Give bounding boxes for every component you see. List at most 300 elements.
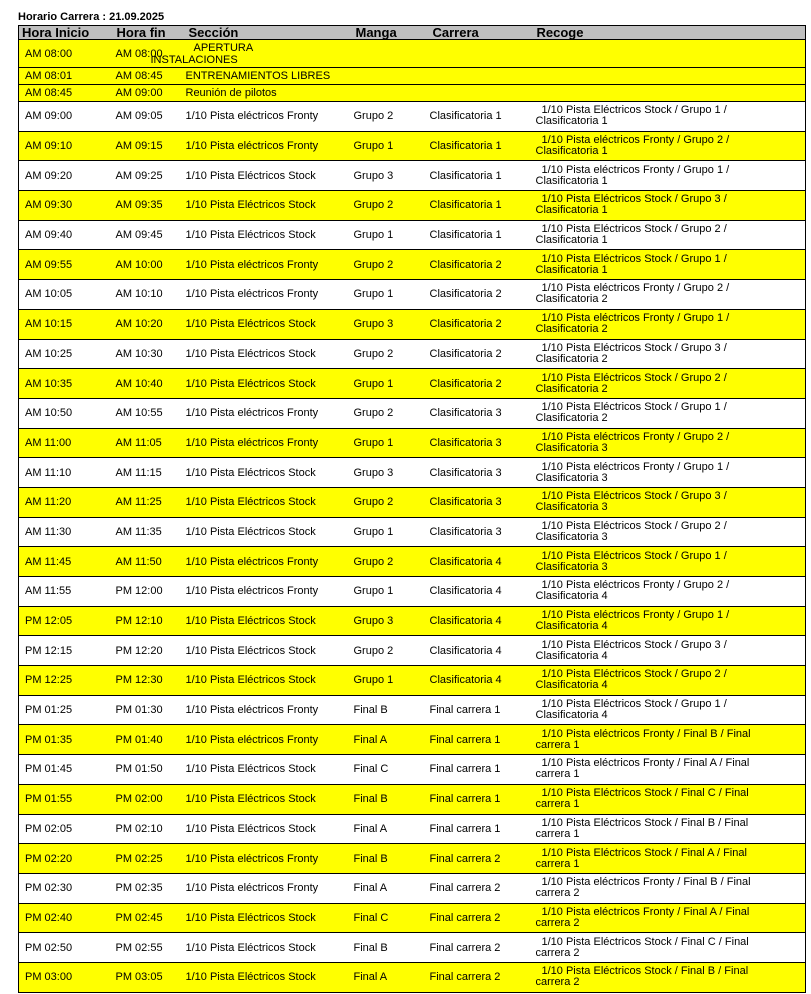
table-row	[19, 606, 806, 636]
cell-seccion: 1/10 Pista eléctricos Fronty	[186, 398, 353, 428]
table-row	[19, 428, 806, 458]
cell-recoge	[534, 40, 806, 68]
cell-hora-fin: PM 01:50	[114, 755, 186, 785]
cell-recoge	[534, 873, 806, 903]
cell-hora-fin: PM 02:10	[114, 814, 186, 844]
recoge-line-2: carrera 1	[535, 798, 580, 811]
cell-manga: Final C	[353, 903, 430, 933]
cell-carrera: Clasificatoria 4	[430, 547, 534, 577]
recoge-line-1: 1/10 Pista Eléctricos Stock / Final C / Final	[541, 787, 749, 800]
cell-carrera: Clasificatoria 4	[430, 606, 534, 636]
cell-manga: Grupo 3	[353, 309, 430, 339]
table-row	[19, 844, 806, 874]
cell-carrera: Clasificatoria 3	[430, 517, 534, 547]
cell-hora-fin: AM 09:15	[114, 131, 186, 161]
cell-recoge	[534, 102, 806, 132]
cell-carrera: Clasificatoria 3	[430, 487, 534, 517]
cell-seccion: 1/10 Pista Eléctricos Stock	[186, 903, 353, 933]
cell-carrera: Clasificatoria 1	[430, 102, 534, 132]
cell-manga: Grupo 2	[353, 636, 430, 666]
cell-hora-fin: PM 12:30	[114, 666, 186, 696]
table-row	[19, 40, 806, 68]
cell-hora-inicio: PM 01:55	[19, 784, 114, 814]
recoge-line-2: Clasificatoria 4	[535, 679, 608, 692]
seccion-line-1: APERTURA	[193, 41, 254, 54]
table-row	[19, 131, 806, 161]
cell-carrera: Final carrera 1	[430, 695, 534, 725]
cell-manga	[353, 85, 430, 102]
recoge-line-1: 1/10 Pista Eléctricos Stock / Final B / Final	[541, 816, 749, 829]
recoge-line-2: Clasificatoria 1	[535, 234, 608, 247]
cell-hora-fin: AM 09:05	[114, 102, 186, 132]
cell-carrera: Clasificatoria 2	[430, 250, 534, 280]
cell-hora-inicio: AM 09:20	[19, 161, 114, 191]
recoge-line-2: carrera 2	[535, 946, 580, 959]
cell-manga: Grupo 1	[353, 428, 430, 458]
cell-seccion: 1/10 Pista Eléctricos Stock	[186, 666, 353, 696]
cell-recoge	[534, 68, 806, 85]
cell-hora-inicio: AM 11:45	[19, 547, 114, 577]
cell-hora-fin: PM 02:00	[114, 784, 186, 814]
column-header-seccion: Sección	[186, 26, 353, 40]
table-row	[19, 547, 806, 577]
recoge-line-2: Clasificatoria 4	[535, 649, 608, 662]
recoge-line-2: Clasificatoria 3	[535, 530, 608, 543]
recoge-line-1: 1/10 Pista Eléctricos Stock / Grupo 1 /	[541, 401, 727, 414]
cell-hora-inicio: AM 08:01	[19, 68, 114, 85]
cell-seccion: 1/10 Pista Eléctricos Stock	[186, 814, 353, 844]
cell-manga: Grupo 1	[353, 131, 430, 161]
cell-recoge	[534, 577, 806, 607]
cell-hora-fin: AM 10:30	[114, 339, 186, 369]
cell-manga: Grupo 2	[353, 339, 430, 369]
table-row	[19, 755, 806, 785]
cell-carrera: Clasificatoria 4	[430, 636, 534, 666]
cell-seccion: 1/10 Pista Eléctricos Stock	[186, 487, 353, 517]
cell-hora-fin: AM 10:00	[114, 250, 186, 280]
column-header-hora-fin: Hora fin	[114, 26, 186, 40]
recoge-line-1: 1/10 Pista Eléctricos Stock / Grupo 2 /	[541, 519, 727, 532]
cell-manga	[353, 68, 430, 85]
cell-seccion: 1/10 Pista Eléctricos Stock	[186, 606, 353, 636]
cell-recoge	[534, 814, 806, 844]
cell-recoge	[534, 636, 806, 666]
cell-carrera: Clasificatoria 2	[430, 339, 534, 369]
table-row	[19, 398, 806, 428]
cell-hora-fin: AM 10:55	[114, 398, 186, 428]
recoge-line-1: 1/10 Pista Eléctricos Stock / Grupo 1 /	[541, 104, 727, 117]
cell-manga: Final C	[353, 755, 430, 785]
cell-hora-inicio: PM 12:05	[19, 606, 114, 636]
recoge-line-1: 1/10 Pista eléctricos Fronty / Grupo 1 /	[541, 312, 730, 325]
cell-recoge	[534, 398, 806, 428]
table-row	[19, 636, 806, 666]
cell-seccion: 1/10 Pista Eléctricos Stock	[186, 933, 353, 963]
table-row	[19, 903, 806, 933]
cell-manga: Grupo 1	[353, 369, 430, 399]
cell-manga: Grupo 2	[353, 250, 430, 280]
cell-manga: Final B	[353, 933, 430, 963]
recoge-line-1: 1/10 Pista Eléctricos Stock / Grupo 2 /	[541, 223, 727, 236]
cell-hora-inicio: AM 11:55	[19, 577, 114, 607]
cell-hora-inicio: PM 01:35	[19, 725, 114, 755]
recoge-line-2: Clasificatoria 3	[535, 560, 608, 573]
cell-recoge	[534, 280, 806, 310]
cell-seccion: 1/10 Pista Eléctricos Stock	[186, 220, 353, 250]
recoge-line-1: 1/10 Pista eléctricos Fronty / Final B / Final	[541, 727, 751, 740]
cell-manga: Grupo 3	[353, 606, 430, 636]
cell-seccion: 1/10 Pista Eléctricos Stock	[186, 517, 353, 547]
cell-hora-fin: AM 11:35	[114, 517, 186, 547]
recoge-line-2: carrera 1	[535, 857, 580, 870]
recoge-line-1: 1/10 Pista eléctricos Fronty / Final A / Final	[541, 757, 750, 770]
cell-carrera: Final carrera 2	[430, 873, 534, 903]
cell-seccion: 1/10 Pista Eléctricos Stock	[186, 962, 353, 992]
cell-hora-inicio: AM 10:35	[19, 369, 114, 399]
recoge-line-1: 1/10 Pista eléctricos Fronty / Grupo 2 /	[541, 282, 730, 295]
cell-recoge	[534, 903, 806, 933]
cell-seccion: 1/10 Pista Eléctricos Stock	[186, 369, 353, 399]
cell-carrera: Final carrera 2	[430, 962, 534, 992]
cell-hora-fin: AM 10:40	[114, 369, 186, 399]
cell-hora-fin: AM 11:05	[114, 428, 186, 458]
cell-seccion: 1/10 Pista eléctricos Fronty	[186, 844, 353, 874]
cell-hora-inicio: AM 11:10	[19, 458, 114, 488]
cell-hora-fin: PM 02:45	[114, 903, 186, 933]
cell-seccion: 1/10 Pista eléctricos Fronty	[186, 250, 353, 280]
cell-carrera: Clasificatoria 2	[430, 369, 534, 399]
cell-hora-inicio: AM 08:00	[19, 40, 114, 68]
recoge-line-2: carrera 2	[535, 887, 580, 900]
cell-recoge	[534, 250, 806, 280]
table-row	[19, 161, 806, 191]
cell-seccion: 1/10 Pista eléctricos Fronty	[186, 547, 353, 577]
cell-seccion: 1/10 Pista eléctricos Fronty	[186, 577, 353, 607]
recoge-line-1: 1/10 Pista Eléctricos Stock / Grupo 3 /	[541, 193, 727, 206]
table-row	[19, 102, 806, 132]
column-header-carrera: Carrera	[430, 26, 534, 40]
cell-manga: Final A	[353, 725, 430, 755]
table-row	[19, 784, 806, 814]
cell-seccion: Reunión de pilotos	[186, 85, 353, 102]
cell-manga: Grupo 1	[353, 577, 430, 607]
table-row	[19, 873, 806, 903]
cell-recoge	[534, 85, 806, 102]
cell-hora-fin: PM 12:00	[114, 577, 186, 607]
recoge-line-1: 1/10 Pista Eléctricos Stock / Final C / Final	[541, 935, 749, 948]
cell-carrera: Final carrera 1	[430, 725, 534, 755]
cell-hora-fin: PM 03:05	[114, 962, 186, 992]
recoge-line-1: 1/10 Pista eléctricos Fronty / Grupo 1 /	[541, 609, 730, 622]
cell-hora-inicio: AM 11:20	[19, 487, 114, 517]
cell-carrera: Final carrera 1	[430, 814, 534, 844]
cell-carrera	[430, 85, 534, 102]
cell-carrera: Clasificatoria 3	[430, 458, 534, 488]
cell-carrera: Final carrera 2	[430, 844, 534, 874]
cell-carrera: Clasificatoria 1	[430, 131, 534, 161]
recoge-line-2: Clasificatoria 1	[535, 263, 608, 276]
cell-seccion: 1/10 Pista eléctricos Fronty	[186, 102, 353, 132]
table-row	[19, 280, 806, 310]
recoge-line-1: 1/10 Pista eléctricos Fronty / Grupo 2 /	[541, 579, 730, 592]
recoge-line-1: 1/10 Pista eléctricos Fronty / Final A / Final	[541, 905, 750, 918]
recoge-line-1: 1/10 Pista eléctricos Fronty / Grupo 1 /	[541, 163, 730, 176]
cell-hora-inicio: PM 02:50	[19, 933, 114, 963]
recoge-line-2: Clasificatoria 1	[535, 204, 608, 217]
cell-hora-inicio: PM 02:20	[19, 844, 114, 874]
cell-recoge	[534, 933, 806, 963]
cell-hora-fin: AM 09:35	[114, 191, 186, 221]
recoge-line-2: Clasificatoria 4	[535, 590, 608, 603]
cell-seccion: 1/10 Pista eléctricos Fronty	[186, 725, 353, 755]
cell-hora-inicio: AM 09:00	[19, 102, 114, 132]
recoge-line-2: Clasificatoria 4	[535, 620, 608, 633]
cell-carrera: Clasificatoria 2	[430, 309, 534, 339]
recoge-line-2: Clasificatoria 1	[535, 145, 608, 158]
cell-recoge	[534, 784, 806, 814]
table-row	[19, 220, 806, 250]
cell-carrera: Final carrera 1	[430, 784, 534, 814]
cell-carrera: Clasificatoria 4	[430, 577, 534, 607]
cell-carrera	[430, 40, 534, 68]
schedule-title: Horario Carrera : 21.09.2025	[18, 11, 165, 23]
cell-seccion: 1/10 Pista Eléctricos Stock	[186, 339, 353, 369]
table-row	[19, 85, 806, 102]
recoge-line-1: 1/10 Pista Eléctricos Stock / Final A / Final	[541, 846, 747, 859]
cell-seccion: 1/10 Pista eléctricos Fronty	[186, 695, 353, 725]
table-row	[19, 962, 806, 992]
cell-hora-inicio: AM 09:55	[19, 250, 114, 280]
cell-carrera: Final carrera 1	[430, 755, 534, 785]
cell-hora-fin: AM 11:25	[114, 487, 186, 517]
cell-hora-inicio: AM 11:30	[19, 517, 114, 547]
cell-seccion: 1/10 Pista eléctricos Fronty	[186, 131, 353, 161]
recoge-line-1: 1/10 Pista Eléctricos Stock / Grupo 1 /	[541, 549, 727, 562]
cell-hora-inicio: PM 01:25	[19, 695, 114, 725]
cell-hora-fin: AM 08:00	[114, 40, 186, 68]
cell-hora-inicio: PM 12:15	[19, 636, 114, 666]
cell-carrera: Clasificatoria 4	[430, 666, 534, 696]
cell-recoge	[534, 962, 806, 992]
cell-recoge	[534, 458, 806, 488]
cell-manga: Grupo 1	[353, 280, 430, 310]
recoge-line-1: 1/10 Pista Eléctricos Stock / Grupo 3 /	[541, 638, 727, 651]
cell-carrera	[430, 68, 534, 85]
recoge-line-2: carrera 1	[535, 827, 580, 840]
recoge-line-2: Clasificatoria 2	[535, 323, 608, 336]
cell-hora-inicio: PM 02:05	[19, 814, 114, 844]
recoge-line-2: Clasificatoria 1	[535, 174, 608, 187]
cell-recoge	[534, 309, 806, 339]
cell-manga: Final B	[353, 784, 430, 814]
recoge-line-1: 1/10 Pista Eléctricos Stock / Grupo 1 /	[541, 252, 727, 265]
cell-hora-fin: AM 10:10	[114, 280, 186, 310]
cell-carrera: Clasificatoria 2	[430, 280, 534, 310]
cell-recoge	[534, 695, 806, 725]
table-row	[19, 695, 806, 725]
cell-recoge	[534, 161, 806, 191]
cell-manga: Grupo 1	[353, 666, 430, 696]
table-row	[19, 933, 806, 963]
cell-hora-fin: AM 09:45	[114, 220, 186, 250]
cell-hora-inicio: AM 11:00	[19, 428, 114, 458]
cell-hora-inicio: AM 10:15	[19, 309, 114, 339]
cell-carrera: Final carrera 2	[430, 903, 534, 933]
recoge-line-2: carrera 2	[535, 916, 580, 929]
header-row	[19, 26, 806, 40]
cell-hora-inicio: PM 03:00	[19, 962, 114, 992]
cell-hora-fin: PM 01:40	[114, 725, 186, 755]
cell-manga: Final B	[353, 844, 430, 874]
table-row	[19, 309, 806, 339]
recoge-line-2: Clasificatoria 2	[535, 352, 608, 365]
cell-hora-fin: AM 09:25	[114, 161, 186, 191]
cell-carrera: Clasificatoria 3	[430, 398, 534, 428]
cell-hora-inicio: AM 09:30	[19, 191, 114, 221]
table-row	[19, 339, 806, 369]
cell-hora-fin: PM 12:20	[114, 636, 186, 666]
table-row	[19, 250, 806, 280]
cell-seccion	[150, 40, 353, 68]
cell-recoge	[534, 666, 806, 696]
recoge-line-1: 1/10 Pista eléctricos Fronty / Grupo 2 /	[541, 134, 730, 147]
cell-recoge	[534, 487, 806, 517]
table-row	[19, 487, 806, 517]
table-row	[19, 814, 806, 844]
recoge-line-1: 1/10 Pista eléctricos Fronty / Final B / Final	[541, 876, 751, 889]
recoge-line-2: Clasificatoria 1	[535, 115, 608, 128]
cell-hora-inicio: AM 08:45	[19, 85, 114, 102]
cell-hora-inicio: AM 09:40	[19, 220, 114, 250]
cell-seccion: 1/10 Pista eléctricos Fronty	[186, 873, 353, 903]
recoge-line-1: 1/10 Pista eléctricos Fronty / Grupo 1 /	[541, 460, 730, 473]
cell-carrera: Clasificatoria 1	[430, 220, 534, 250]
cell-manga: Grupo 2	[353, 102, 430, 132]
recoge-line-2: Clasificatoria 2	[535, 293, 608, 306]
cell-recoge	[534, 428, 806, 458]
recoge-line-1: 1/10 Pista eléctricos Fronty / Grupo 2 /	[541, 430, 730, 443]
cell-manga	[353, 40, 430, 68]
cell-carrera: Final carrera 2	[430, 933, 534, 963]
cell-hora-inicio: PM 02:30	[19, 873, 114, 903]
cell-manga: Final B	[353, 695, 430, 725]
cell-seccion: 1/10 Pista Eléctricos Stock	[186, 458, 353, 488]
cell-manga: Grupo 2	[353, 547, 430, 577]
recoge-line-2: carrera 1	[535, 738, 580, 751]
cell-recoge	[534, 369, 806, 399]
cell-recoge	[534, 606, 806, 636]
cell-manga: Grupo 2	[353, 191, 430, 221]
cell-hora-fin: AM 08:45	[114, 68, 186, 85]
cell-recoge	[534, 517, 806, 547]
recoge-line-1: 1/10 Pista Eléctricos Stock / Grupo 2 /	[541, 668, 727, 681]
recoge-line-2: Clasificatoria 2	[535, 382, 608, 395]
cell-hora-inicio: PM 01:45	[19, 755, 114, 785]
cell-hora-inicio: AM 09:10	[19, 131, 114, 161]
cell-hora-fin: PM 02:55	[114, 933, 186, 963]
cell-seccion: 1/10 Pista Eléctricos Stock	[186, 309, 353, 339]
cell-manga: Grupo 3	[353, 458, 430, 488]
cell-hora-fin: AM 11:50	[114, 547, 186, 577]
cell-recoge	[534, 220, 806, 250]
cell-manga: Final A	[353, 962, 430, 992]
recoge-line-1: 1/10 Pista Eléctricos Stock / Grupo 3 /	[541, 341, 727, 354]
recoge-line-2: carrera 1	[535, 768, 580, 781]
cell-hora-inicio: AM 10:05	[19, 280, 114, 310]
cell-seccion: ENTRENAMIENTOS LIBRES	[186, 68, 353, 85]
cell-seccion: 1/10 Pista eléctricos Fronty	[186, 280, 353, 310]
cell-recoge	[534, 725, 806, 755]
recoge-line-2: Clasificatoria 4	[535, 709, 608, 722]
cell-manga: Final A	[353, 873, 430, 903]
recoge-line-1: 1/10 Pista Eléctricos Stock / Grupo 3 /	[541, 490, 727, 503]
cell-recoge	[534, 755, 806, 785]
table-row	[19, 458, 806, 488]
column-header-hora-inicio: Hora Inicio	[19, 26, 114, 40]
seccion-line-2: INSTALACIONES	[150, 53, 238, 66]
table-row	[19, 191, 806, 221]
cell-recoge	[534, 131, 806, 161]
recoge-line-1: 1/10 Pista Eléctricos Stock / Grupo 1 /	[541, 698, 727, 711]
cell-carrera: Clasificatoria 1	[430, 191, 534, 221]
cell-hora-inicio: AM 10:25	[19, 339, 114, 369]
column-header-manga: Manga	[353, 26, 430, 40]
recoge-line-2: Clasificatoria 3	[535, 441, 608, 454]
cell-hora-inicio: PM 02:40	[19, 903, 114, 933]
recoge-line-1: 1/10 Pista Eléctricos Stock / Grupo 2 /	[541, 371, 727, 384]
recoge-line-2: carrera 2	[535, 976, 580, 989]
recoge-line-2: Clasificatoria 3	[535, 501, 608, 514]
cell-hora-fin: AM 09:00	[114, 85, 186, 102]
cell-recoge	[534, 844, 806, 874]
cell-manga: Grupo 1	[353, 220, 430, 250]
cell-recoge	[534, 339, 806, 369]
table-row	[19, 369, 806, 399]
table-row	[19, 68, 806, 85]
recoge-line-2: Clasificatoria 3	[535, 471, 608, 484]
cell-hora-fin: AM 10:20	[114, 309, 186, 339]
table-row	[19, 577, 806, 607]
cell-recoge	[534, 547, 806, 577]
table-row	[19, 517, 806, 547]
cell-seccion: 1/10 Pista Eléctricos Stock	[186, 784, 353, 814]
cell-seccion: 1/10 Pista Eléctricos Stock	[186, 161, 353, 191]
recoge-line-1: 1/10 Pista Eléctricos Stock / Final B / Final	[541, 965, 749, 978]
cell-manga: Final A	[353, 814, 430, 844]
cell-seccion: 1/10 Pista Eléctricos Stock	[186, 191, 353, 221]
cell-hora-inicio: AM 10:50	[19, 398, 114, 428]
cell-manga: Grupo 3	[353, 161, 430, 191]
table-row	[19, 666, 806, 696]
cell-manga: Grupo 2	[353, 398, 430, 428]
cell-hora-fin: PM 02:35	[114, 873, 186, 903]
cell-manga: Grupo 2	[353, 487, 430, 517]
cell-hora-fin: PM 01:30	[114, 695, 186, 725]
cell-hora-fin: PM 02:25	[114, 844, 186, 874]
cell-hora-inicio: PM 12:25	[19, 666, 114, 696]
cell-seccion: 1/10 Pista eléctricos Fronty	[186, 428, 353, 458]
table-row	[19, 725, 806, 755]
cell-seccion: 1/10 Pista Eléctricos Stock	[186, 755, 353, 785]
column-header-recoge: Recoge	[534, 26, 806, 40]
cell-recoge	[534, 191, 806, 221]
cell-carrera: Clasificatoria 3	[430, 428, 534, 458]
race-schedule-table	[18, 25, 806, 993]
cell-hora-fin: PM 12:10	[114, 606, 186, 636]
cell-seccion: 1/10 Pista Eléctricos Stock	[186, 636, 353, 666]
cell-hora-fin: AM 11:15	[114, 458, 186, 488]
cell-carrera: Clasificatoria 1	[430, 161, 534, 191]
